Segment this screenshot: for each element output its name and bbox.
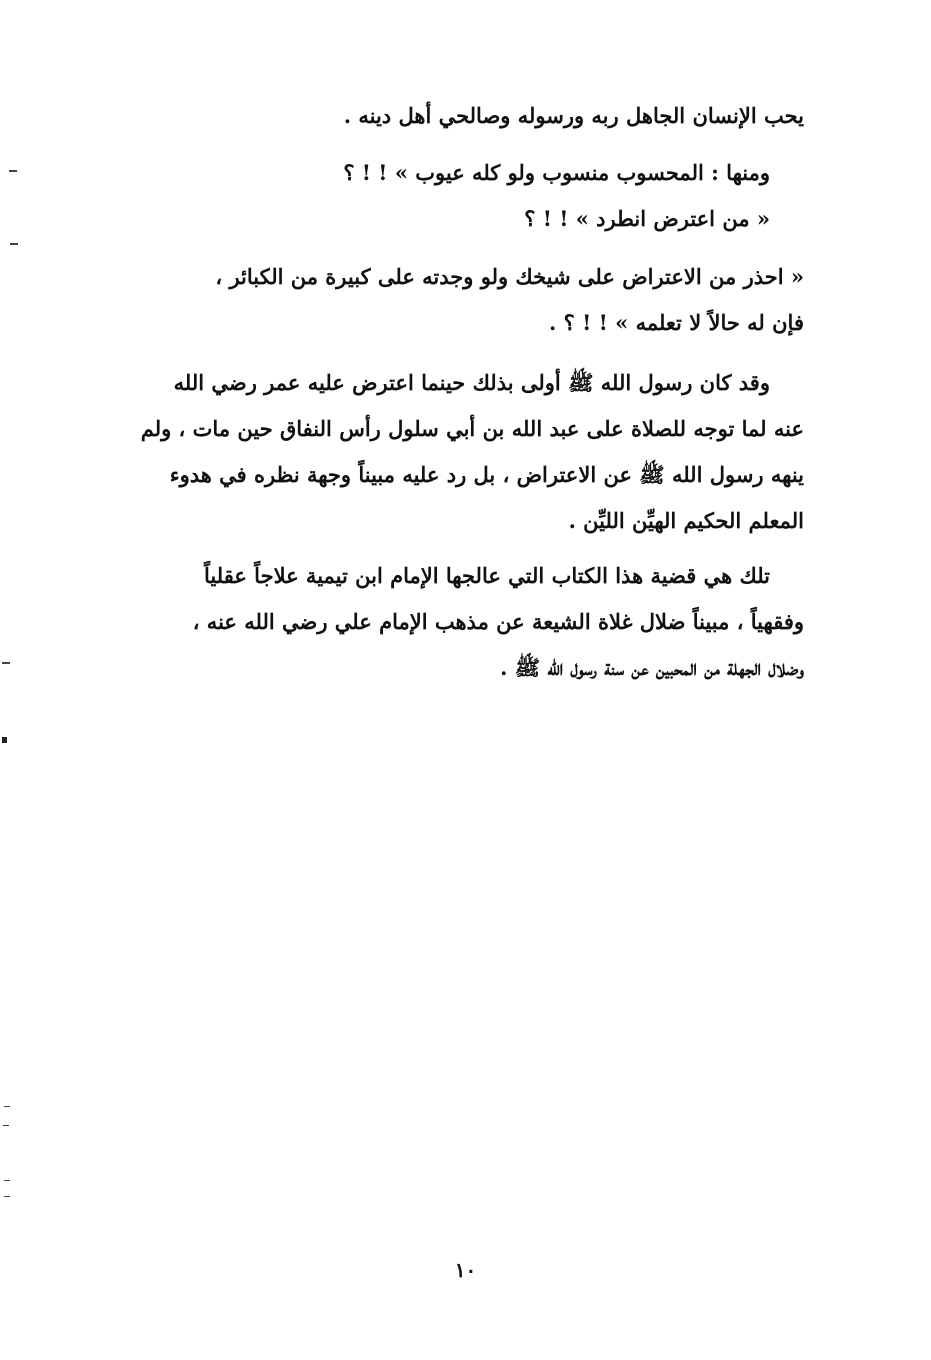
text-line: يحب الإنسان الجاهل ربه ورسوله وصالحي أهل دينه . <box>343 103 804 128</box>
text-line: ومنها : المحسوب منسوب ولو كله عيوب » ! ! ؟ <box>343 160 770 185</box>
text-line: وضلال الجهلة من المحبين عن سنة رسول الله ﷺ . <box>500 655 804 680</box>
text-line: ينهه رسول الله ﷺ عن الاعتراض ، بل رد عليه مبيناً وجهة نظره في هدوء <box>169 462 804 487</box>
paragraph-4 <box>128 360 804 544</box>
scan-mark <box>3 1125 9 1126</box>
text-line: وقد كان رسول الله ﷺ أولى بذلك حينما اعترض عليه عمر رضي الله <box>173 370 770 395</box>
text-line: « احذر من الاعتراض على شيخك ولو وجدته على كبيرة من الكبائر ، <box>215 264 804 289</box>
scan-mark <box>4 1106 10 1107</box>
scan-mark <box>9 170 17 172</box>
text-line: تلك هي قضية هذا الكتاب التي عالجها الإمام ابن تيمية علاجاً عقلياً <box>204 563 770 588</box>
scan-mark <box>4 1180 10 1181</box>
paragraph-3 <box>128 254 804 346</box>
page-number: ١٠ <box>454 1258 477 1282</box>
paragraph-5 <box>128 553 804 691</box>
paragraph-2 <box>128 150 804 242</box>
paragraph-1 <box>128 93 804 139</box>
text-line: عنه لما توجه للصلاة على عبد الله بن أبي سلول رأس النفاق حين مات ، ولم <box>140 416 804 441</box>
text-line: « من اعترض انطرد » ! ! ؟ <box>524 206 770 231</box>
scan-mark <box>4 1196 10 1197</box>
scan-mark <box>2 737 7 743</box>
text-line: وفقهياً ، مبيناً ضلال غلاة الشيعة عن مذهب الإمام علي رضي الله عنه ، <box>192 609 804 634</box>
text-line: فإن له حالاً لا تعلمه » ! ! ؟ . <box>549 310 804 335</box>
scan-mark <box>2 662 10 664</box>
scan-mark <box>10 243 18 245</box>
text-line: المعلم الحكيم الهيِّن الليِّن . <box>568 508 804 533</box>
